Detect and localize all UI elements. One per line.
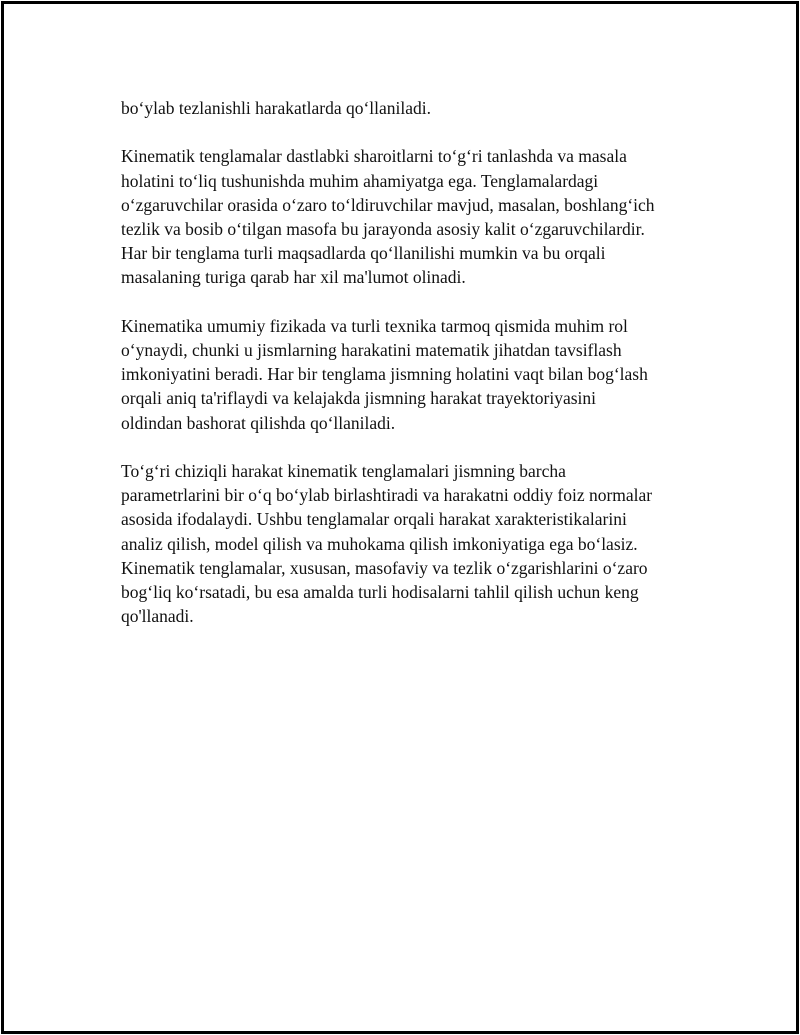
text-line: masalaning turiga qarab har xil ma'lumot olinadi. [121,267,466,288]
paragraph-2 [121,144,701,289]
text-line: Kinematika umumiy fizikada va turli texnika tarmoq qismida muhim rol [121,315,628,336]
text-line: qo'llanadi. [121,606,194,627]
paragraph-4 [121,459,701,628]
text-line: imkoniyatini beradi. Har bir tenglama jismning holatini vaqt bilan bog‘lash [121,364,648,385]
text-line: Har bir tenglama turli maqsadlarda qo‘llanilishi mumkin va bu orqali [121,243,606,264]
text-line: bo‘ylab tezlanishli harakatlarda qo‘llaniladi. [121,98,432,118]
text-line: bog‘liq ko‘rsatadi, bu esa amalda turli hodisalarni tahlil qilish uchun keng [121,582,639,603]
paragraph-3 [121,314,701,435]
text-line: analiz qilish, model qilish va muhokama qilish imkoniyatiga ega bo‘lasiz. [121,533,638,554]
text-line: asosida ifodalaydi. Ushbu tenglamalar orqali harakat xarakteristikalarini [121,509,627,530]
text-line: Kinematik tenglamalar dastlabki sharoitlarni to‘g‘ri tanlashda va masala [121,146,627,167]
text-line: To‘g‘ri chiziqli harakat kinematik tenglamalari jismning barcha [121,461,566,481]
document-body [121,96,701,653]
text-line: holatini to‘liq tushunishda muhim ahamiyatga ega. Tenglamalardagi [121,170,599,191]
text-line: oldindan bashorat qilishda qo‘llaniladi. [121,412,396,433]
text-line: parametrlarini bir o‘q bo‘ylab birlashtiradi va harakatni oddiy foiz normalar [121,485,653,506]
text-line: orqali aniq ta'riflaydi va kelajakda jismning harakat trayektoriyasini [121,388,597,409]
text-line: o‘ynaydi, chunki u jismlarning harakatini matematik jihatdan tavsiflash [121,340,622,360]
text-line: o‘zgaruvchilar orasida o‘zaro to‘ldiruvchilar mavjud, masalan, boshlang‘ich [121,194,655,215]
text-line: Kinematik tenglamalar, xususan, masofaviy va tezlik o‘zgarishlarini o‘zaro [121,557,648,578]
paragraph-1 [121,96,701,120]
page-border [1,1,799,1034]
text-line: tezlik va bosib o‘tilgan masofa bu jarayonda asosiy kalit o‘zgaruvchilardir. [121,219,645,239]
